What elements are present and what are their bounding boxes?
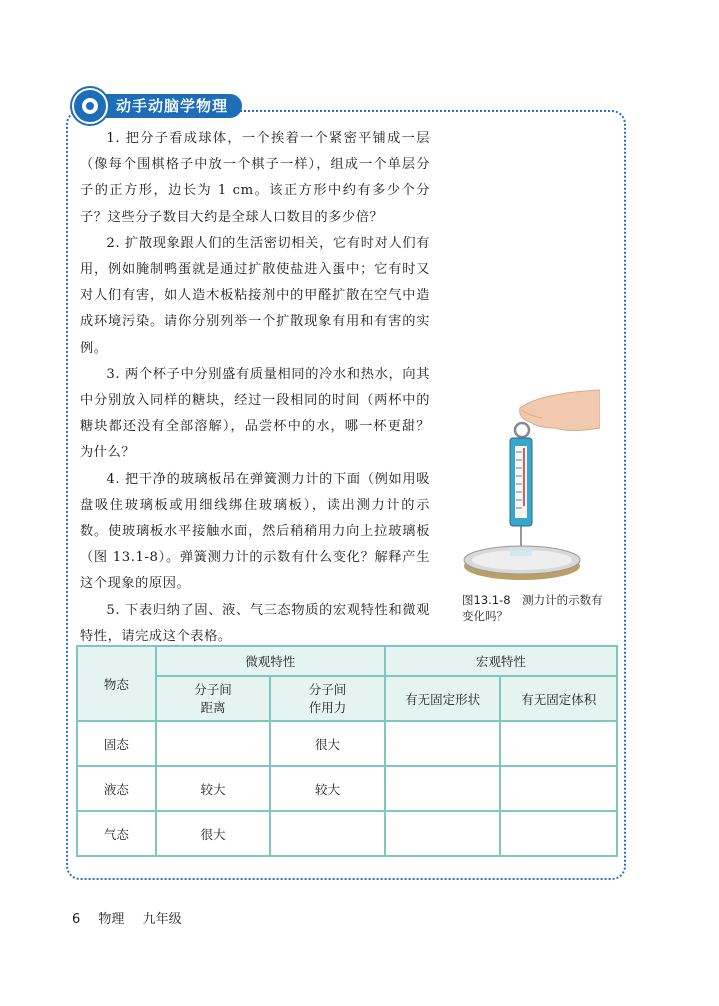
section-header [72,93,242,119]
table-cell: 很大 [156,811,271,856]
table-cell [385,721,501,766]
table-cell [385,766,501,811]
table-row [77,766,617,811]
table-cell [270,811,385,856]
grade-label: 九年级 [142,912,182,927]
table-row [77,811,617,856]
row-state: 固态 [77,721,156,766]
section-icon [72,88,108,124]
subheader-distance: 分子间 距离 [156,676,271,721]
table-cell: 较大 [156,766,271,811]
micro-header: 微观特性 [156,646,385,676]
section-title: 动手动脑学物理 [98,94,242,118]
exercise-text [80,126,430,650]
table-cell [500,721,617,766]
state-header: 物态 [77,646,156,721]
exercise-2: 2. 扩散现象跟人们的生活密切相关，它有时对人们有用，例如腌制鸭蛋就是通过扩散使盐进入蛋中；它有时又对人们有害，如人造木板粘接剂中的甲醛扩散在空气中造成环境污染。请你分别列举一个扩散现象有用和有害的实例。 [80,235,430,356]
macro-header: 宏观特性 [385,646,617,676]
table-cell [156,721,271,766]
page-number: 6 [72,912,81,927]
exercise-1: 1. 把分子看成球体，一个挨着一个紧密平铺成一层（像每个围棋格子中放一个棋子一样），组成一个单层分子的正方形，边长为 1 cm。该正方形中约有多少个分子？这些分子数目大约是全球人口数目的多少倍？ [80,131,430,225]
subheader-force: 分子间 作用力 [270,676,385,721]
subheader-shape: 有无固定形状 [385,676,501,721]
table-cell: 很大 [270,721,385,766]
page-footer [72,908,196,927]
table-cell [500,811,617,856]
figure-caption: 图13.1-8 测力计的示数有变化吗？ [462,593,603,623]
exercise-5: 5. 下表归纳了固、液、气三态物质的宏观特性和微观特性，请完成这个表格。 [80,602,430,644]
subject-label: 物理 [98,912,125,927]
states-table [76,645,618,857]
spring-scale-photo [460,388,600,588]
table-row [77,721,617,766]
table-cell [500,766,617,811]
exercise-4: 4. 把干净的玻璃板吊在弹簧测力计的下面（例如用吸盘吸住玻璃板或用细线绑住玻璃板），读出测力计的示数。使玻璃板水平接触水面，然后稍稍用力向上拉玻璃板（图 13.1-8）。弹簧测力计的示数有什么变化？解释产生这个现象的原因。 [80,471,430,592]
exercise-3: 3. 两个杯子中分别盛有质量相同的冷水和热水，向其中分别放入同样的糖块，经过一段相同的时间（两杯中的糖块都还没有全部溶解），品尝杯中的水，哪一杯更甜？为什么？ [80,366,430,461]
row-state: 气态 [77,811,156,856]
subheader-volume: 有无固定体积 [500,676,617,721]
table-cell: 较大 [270,766,385,811]
table-cell [385,811,501,856]
row-state: 液态 [77,766,156,811]
